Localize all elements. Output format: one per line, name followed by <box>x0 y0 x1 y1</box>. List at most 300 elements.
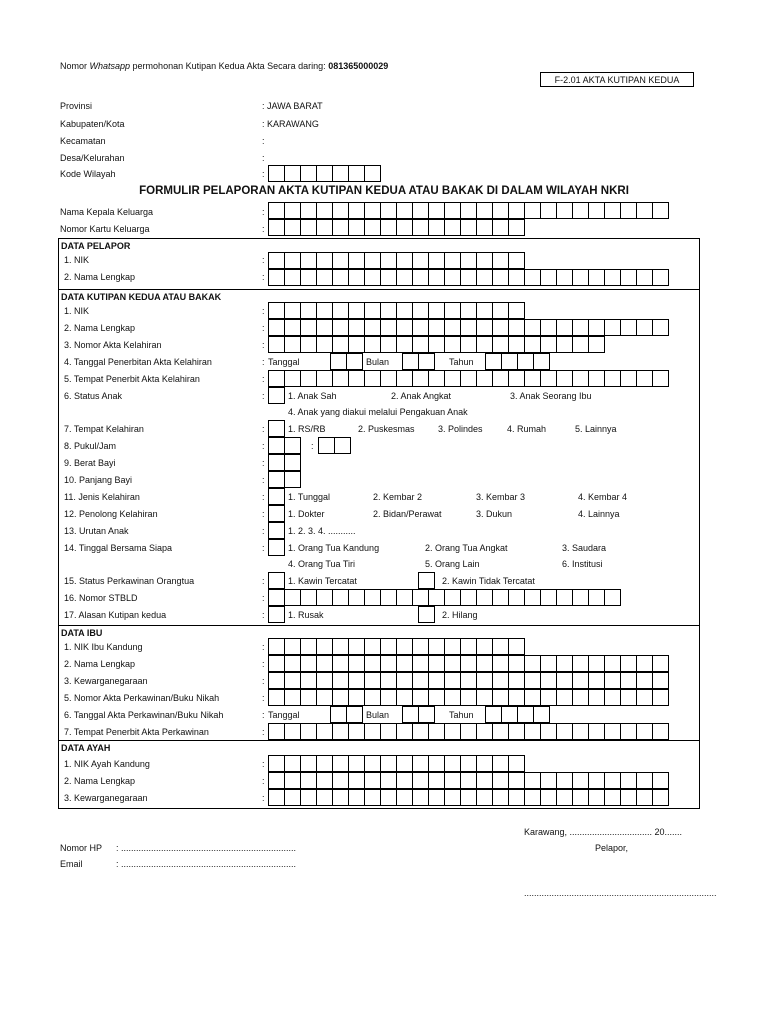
input-cell[interactable] <box>284 437 301 454</box>
input-cell[interactable] <box>380 336 397 353</box>
input-cell[interactable] <box>460 723 477 740</box>
input-cell[interactable] <box>268 370 285 387</box>
input-cell[interactable] <box>604 789 621 806</box>
kawin-bulan-cells[interactable] <box>402 706 435 723</box>
input-cell[interactable] <box>348 772 365 789</box>
input-cell[interactable] <box>517 353 534 370</box>
input-cell[interactable] <box>396 638 413 655</box>
input-cell[interactable] <box>460 269 477 286</box>
input-cell[interactable] <box>412 655 429 672</box>
input-cell[interactable] <box>524 672 541 689</box>
input-cell[interactable] <box>332 319 349 336</box>
input-cell[interactable] <box>540 723 557 740</box>
input-cell[interactable] <box>332 689 349 706</box>
input-cell[interactable] <box>460 202 477 219</box>
input-cell[interactable] <box>524 723 541 740</box>
input-cell[interactable] <box>428 672 445 689</box>
input-cell[interactable] <box>268 252 285 269</box>
input-cell[interactable] <box>604 589 621 606</box>
input-cell[interactable] <box>572 269 589 286</box>
input-cell[interactable] <box>380 638 397 655</box>
input-cell[interactable] <box>460 672 477 689</box>
input-cell[interactable] <box>476 755 493 772</box>
input-cell[interactable] <box>460 772 477 789</box>
input-cell[interactable] <box>508 655 525 672</box>
ayah-nama-cells[interactable] <box>268 772 669 789</box>
input-cell[interactable] <box>572 319 589 336</box>
input-cell[interactable] <box>412 689 429 706</box>
input-cell[interactable] <box>300 655 317 672</box>
input-cell[interactable] <box>316 672 333 689</box>
input-cell[interactable] <box>620 370 637 387</box>
input-cell[interactable] <box>476 589 493 606</box>
input-cell[interactable] <box>348 655 365 672</box>
input-cell[interactable] <box>620 269 637 286</box>
input-cell[interactable] <box>540 202 557 219</box>
input-cell[interactable] <box>556 269 573 286</box>
input-cell[interactable] <box>588 689 605 706</box>
input-cell[interactable] <box>460 336 477 353</box>
input-cell[interactable] <box>348 672 365 689</box>
input-cell[interactable] <box>428 252 445 269</box>
input-cell[interactable] <box>380 219 397 236</box>
input-cell[interactable] <box>492 655 509 672</box>
input-cell[interactable] <box>508 302 525 319</box>
input-cell[interactable] <box>300 165 317 182</box>
input-cell[interactable] <box>380 789 397 806</box>
input-cell[interactable] <box>300 789 317 806</box>
input-cell[interactable] <box>284 202 301 219</box>
input-cell[interactable] <box>460 638 477 655</box>
input-cell[interactable] <box>300 638 317 655</box>
input-cell[interactable] <box>588 370 605 387</box>
input-cell[interactable] <box>300 672 317 689</box>
input-cell[interactable] <box>492 269 509 286</box>
input-cell[interactable] <box>444 772 461 789</box>
input-cell[interactable] <box>268 202 285 219</box>
input-cell[interactable] <box>300 336 317 353</box>
input-cell[interactable] <box>524 202 541 219</box>
input-cell[interactable] <box>604 689 621 706</box>
input-cell[interactable] <box>412 336 429 353</box>
input-cell[interactable] <box>444 755 461 772</box>
input-cell[interactable] <box>418 706 435 723</box>
input-cell[interactable] <box>492 302 509 319</box>
input-cell[interactable] <box>268 420 285 437</box>
input-cell[interactable] <box>300 370 317 387</box>
input-cell[interactable] <box>284 789 301 806</box>
input-cell[interactable] <box>492 723 509 740</box>
input-cell[interactable] <box>412 772 429 789</box>
input-cell[interactable] <box>572 202 589 219</box>
input-cell[interactable] <box>533 353 550 370</box>
input-cell[interactable] <box>652 655 669 672</box>
input-cell[interactable] <box>540 655 557 672</box>
input-cell[interactable] <box>556 689 573 706</box>
input-cell[interactable] <box>460 302 477 319</box>
input-cell[interactable] <box>476 336 493 353</box>
input-cell[interactable] <box>332 772 349 789</box>
input-cell[interactable] <box>268 606 285 623</box>
input-cell[interactable] <box>364 165 381 182</box>
input-cell[interactable] <box>332 336 349 353</box>
input-cell[interactable] <box>380 302 397 319</box>
input-cell[interactable] <box>380 589 397 606</box>
input-cell[interactable] <box>412 589 429 606</box>
kutipan-nik-cells[interactable] <box>268 302 525 319</box>
input-cell[interactable] <box>588 319 605 336</box>
input-cell[interactable] <box>444 655 461 672</box>
input-cell[interactable] <box>268 772 285 789</box>
input-cell[interactable] <box>348 319 365 336</box>
input-cell[interactable] <box>348 589 365 606</box>
input-cell[interactable] <box>636 672 653 689</box>
input-cell[interactable] <box>316 202 333 219</box>
input-cell[interactable] <box>380 370 397 387</box>
input-cell[interactable] <box>268 755 285 772</box>
input-cell[interactable] <box>636 319 653 336</box>
input-cell[interactable] <box>412 269 429 286</box>
input-cell[interactable] <box>476 723 493 740</box>
input-cell[interactable] <box>492 336 509 353</box>
ayah-kewarganegaraan-cells[interactable] <box>268 789 669 806</box>
input-cell[interactable] <box>428 689 445 706</box>
input-cell[interactable] <box>412 302 429 319</box>
input-cell[interactable] <box>620 789 637 806</box>
input-cell[interactable] <box>501 353 518 370</box>
input-cell[interactable] <box>476 772 493 789</box>
input-cell[interactable] <box>508 319 525 336</box>
input-cell[interactable] <box>284 672 301 689</box>
input-cell[interactable] <box>460 655 477 672</box>
input-cell[interactable] <box>444 219 461 236</box>
input-cell[interactable] <box>476 219 493 236</box>
input-cell[interactable] <box>284 689 301 706</box>
input-cell[interactable] <box>364 202 381 219</box>
input-cell[interactable] <box>492 589 509 606</box>
ibu-nik-cells[interactable] <box>268 638 525 655</box>
input-cell[interactable] <box>620 319 637 336</box>
input-cell[interactable] <box>412 252 429 269</box>
input-cell[interactable] <box>268 539 285 556</box>
input-cell[interactable] <box>524 789 541 806</box>
input-cell[interactable] <box>540 589 557 606</box>
input-cell[interactable] <box>492 370 509 387</box>
input-cell[interactable] <box>444 589 461 606</box>
input-cell[interactable] <box>492 672 509 689</box>
input-cell[interactable] <box>508 269 525 286</box>
input-cell[interactable] <box>332 672 349 689</box>
input-cell[interactable] <box>636 269 653 286</box>
input-cell[interactable] <box>652 672 669 689</box>
input-cell[interactable] <box>348 202 365 219</box>
input-cell[interactable] <box>268 672 285 689</box>
input-cell[interactable] <box>444 302 461 319</box>
input-cell[interactable] <box>364 638 381 655</box>
input-cell[interactable] <box>268 522 285 539</box>
urutan-box[interactable] <box>268 522 285 539</box>
input-cell[interactable] <box>476 655 493 672</box>
input-cell[interactable] <box>268 723 285 740</box>
input-cell[interactable] <box>300 219 317 236</box>
input-cell[interactable] <box>428 723 445 740</box>
input-cell[interactable] <box>284 165 301 182</box>
input-cell[interactable] <box>364 589 381 606</box>
input-cell[interactable] <box>540 672 557 689</box>
input-cell[interactable] <box>300 772 317 789</box>
kutipan-nomor-akta-cells[interactable] <box>268 336 605 353</box>
input-cell[interactable] <box>316 252 333 269</box>
input-cell[interactable] <box>268 589 285 606</box>
input-cell[interactable] <box>396 689 413 706</box>
input-cell[interactable] <box>268 638 285 655</box>
input-cell[interactable] <box>485 353 502 370</box>
input-cell[interactable] <box>300 755 317 772</box>
input-cell[interactable] <box>508 336 525 353</box>
input-cell[interactable] <box>460 219 477 236</box>
input-cell[interactable] <box>268 471 285 488</box>
input-cell[interactable] <box>268 319 285 336</box>
input-cell[interactable] <box>444 689 461 706</box>
input-cell[interactable] <box>316 336 333 353</box>
input-cell[interactable] <box>316 302 333 319</box>
input-cell[interactable] <box>300 302 317 319</box>
input-cell[interactable] <box>604 202 621 219</box>
input-cell[interactable] <box>268 689 285 706</box>
input-cell[interactable] <box>540 370 557 387</box>
input-cell[interactable] <box>418 606 435 623</box>
input-cell[interactable] <box>444 672 461 689</box>
input-cell[interactable] <box>524 655 541 672</box>
input-cell[interactable] <box>380 319 397 336</box>
penolong-box[interactable] <box>268 505 285 522</box>
input-cell[interactable] <box>476 269 493 286</box>
input-cell[interactable] <box>556 789 573 806</box>
input-cell[interactable] <box>476 789 493 806</box>
input-cell[interactable] <box>604 723 621 740</box>
input-cell[interactable] <box>300 202 317 219</box>
input-cell[interactable] <box>330 706 347 723</box>
input-cell[interactable] <box>444 252 461 269</box>
input-cell[interactable] <box>428 638 445 655</box>
input-cell[interactable] <box>492 319 509 336</box>
input-cell[interactable] <box>556 370 573 387</box>
input-cell[interactable] <box>556 319 573 336</box>
input-cell[interactable] <box>492 202 509 219</box>
input-cell[interactable] <box>556 723 573 740</box>
input-cell[interactable] <box>508 589 525 606</box>
input-cell[interactable] <box>636 370 653 387</box>
input-cell[interactable] <box>428 202 445 219</box>
input-cell[interactable] <box>332 789 349 806</box>
input-cell[interactable] <box>556 589 573 606</box>
input-cell[interactable] <box>284 589 301 606</box>
kawin-tahun-cells[interactable] <box>485 706 550 723</box>
input-cell[interactable] <box>524 589 541 606</box>
input-cell[interactable] <box>380 655 397 672</box>
input-cell[interactable] <box>284 471 301 488</box>
input-cell[interactable] <box>364 689 381 706</box>
input-cell[interactable] <box>396 723 413 740</box>
input-cell[interactable] <box>476 302 493 319</box>
tempat-kelahiran-box[interactable] <box>268 420 285 437</box>
input-cell[interactable] <box>412 755 429 772</box>
input-cell[interactable] <box>364 655 381 672</box>
input-cell[interactable] <box>444 319 461 336</box>
input-cell[interactable] <box>316 638 333 655</box>
input-cell[interactable] <box>652 689 669 706</box>
input-cell[interactable] <box>460 319 477 336</box>
input-cell[interactable] <box>588 336 605 353</box>
input-cell[interactable] <box>556 772 573 789</box>
input-cell[interactable] <box>418 572 435 589</box>
input-cell[interactable] <box>444 336 461 353</box>
input-cell[interactable] <box>364 336 381 353</box>
nomor-kk-cells[interactable] <box>268 219 525 236</box>
input-cell[interactable] <box>300 319 317 336</box>
alasan-box-1[interactable] <box>268 606 285 623</box>
input-cell[interactable] <box>492 755 509 772</box>
input-cell[interactable] <box>572 336 589 353</box>
input-cell[interactable] <box>332 655 349 672</box>
input-cell[interactable] <box>524 319 541 336</box>
bulan-cells[interactable] <box>402 353 435 370</box>
input-cell[interactable] <box>348 755 365 772</box>
kutipan-nama-cells[interactable] <box>268 319 669 336</box>
input-cell[interactable] <box>396 336 413 353</box>
input-cell[interactable] <box>572 370 589 387</box>
input-cell[interactable] <box>485 706 502 723</box>
input-cell[interactable] <box>508 219 525 236</box>
input-cell[interactable] <box>332 252 349 269</box>
input-cell[interactable] <box>636 655 653 672</box>
input-cell[interactable] <box>316 589 333 606</box>
input-cell[interactable] <box>412 319 429 336</box>
input-cell[interactable] <box>412 789 429 806</box>
pelapor-nik-cells[interactable] <box>268 252 525 269</box>
input-cell[interactable] <box>460 252 477 269</box>
input-cell[interactable] <box>396 269 413 286</box>
input-cell[interactable] <box>284 219 301 236</box>
ibu-nomor-akta-cells[interactable] <box>268 689 669 706</box>
input-cell[interactable] <box>396 202 413 219</box>
input-cell[interactable] <box>348 269 365 286</box>
jam-cells[interactable] <box>268 437 301 454</box>
input-cell[interactable] <box>508 638 525 655</box>
input-cell[interactable] <box>636 723 653 740</box>
tanggal-cells[interactable] <box>330 353 363 370</box>
input-cell[interactable] <box>588 772 605 789</box>
input-cell[interactable] <box>332 302 349 319</box>
input-cell[interactable] <box>476 319 493 336</box>
input-cell[interactable] <box>444 202 461 219</box>
input-cell[interactable] <box>620 689 637 706</box>
input-cell[interactable] <box>533 706 550 723</box>
input-cell[interactable] <box>572 672 589 689</box>
input-cell[interactable] <box>316 165 333 182</box>
input-cell[interactable] <box>476 252 493 269</box>
input-cell[interactable] <box>428 370 445 387</box>
input-cell[interactable] <box>636 772 653 789</box>
input-cell[interactable] <box>396 252 413 269</box>
tahun-cells[interactable] <box>485 353 550 370</box>
input-cell[interactable] <box>492 252 509 269</box>
input-cell[interactable] <box>501 706 518 723</box>
input-cell[interactable] <box>620 723 637 740</box>
input-cell[interactable] <box>348 689 365 706</box>
input-cell[interactable] <box>620 772 637 789</box>
input-cell[interactable] <box>588 723 605 740</box>
input-cell[interactable] <box>348 370 365 387</box>
input-cell[interactable] <box>412 638 429 655</box>
input-cell[interactable] <box>412 370 429 387</box>
input-cell[interactable] <box>428 336 445 353</box>
input-cell[interactable] <box>476 672 493 689</box>
input-cell[interactable] <box>572 789 589 806</box>
input-cell[interactable] <box>556 202 573 219</box>
input-cell[interactable] <box>444 723 461 740</box>
input-cell[interactable] <box>508 755 525 772</box>
input-cell[interactable] <box>348 336 365 353</box>
input-cell[interactable] <box>572 723 589 740</box>
input-cell[interactable] <box>380 269 397 286</box>
input-cell[interactable] <box>346 706 363 723</box>
email-field[interactable]: : ...................................................................... <box>116 859 297 869</box>
input-cell[interactable] <box>476 689 493 706</box>
input-cell[interactable] <box>412 672 429 689</box>
input-cell[interactable] <box>268 655 285 672</box>
input-cell[interactable] <box>412 723 429 740</box>
input-cell[interactable] <box>524 370 541 387</box>
input-cell[interactable] <box>332 589 349 606</box>
input-cell[interactable] <box>460 589 477 606</box>
input-cell[interactable] <box>316 689 333 706</box>
input-cell[interactable] <box>268 336 285 353</box>
input-cell[interactable] <box>428 589 445 606</box>
input-cell[interactable] <box>460 370 477 387</box>
input-cell[interactable] <box>268 789 285 806</box>
input-cell[interactable] <box>636 202 653 219</box>
input-cell[interactable] <box>268 505 285 522</box>
input-cell[interactable] <box>284 252 301 269</box>
pelapor-nama-cells[interactable] <box>268 269 669 286</box>
input-cell[interactable] <box>588 269 605 286</box>
input-cell[interactable] <box>492 789 509 806</box>
input-cell[interactable] <box>380 252 397 269</box>
input-cell[interactable] <box>540 336 557 353</box>
input-cell[interactable] <box>364 755 381 772</box>
input-cell[interactable] <box>508 772 525 789</box>
input-cell[interactable] <box>364 269 381 286</box>
hp-field[interactable]: : ...................................................................... <box>116 843 297 853</box>
input-cell[interactable] <box>652 723 669 740</box>
input-cell[interactable] <box>348 302 365 319</box>
input-cell[interactable] <box>444 269 461 286</box>
kode-wilayah-cells[interactable] <box>268 165 381 182</box>
input-cell[interactable] <box>396 789 413 806</box>
input-cell[interactable] <box>316 723 333 740</box>
input-cell[interactable] <box>396 672 413 689</box>
input-cell[interactable] <box>492 772 509 789</box>
input-cell[interactable] <box>284 723 301 740</box>
input-cell[interactable] <box>540 772 557 789</box>
input-cell[interactable] <box>334 437 351 454</box>
input-cell[interactable] <box>284 454 301 471</box>
input-cell[interactable] <box>492 638 509 655</box>
input-cell[interactable] <box>572 655 589 672</box>
input-cell[interactable] <box>556 336 573 353</box>
input-cell[interactable] <box>444 370 461 387</box>
